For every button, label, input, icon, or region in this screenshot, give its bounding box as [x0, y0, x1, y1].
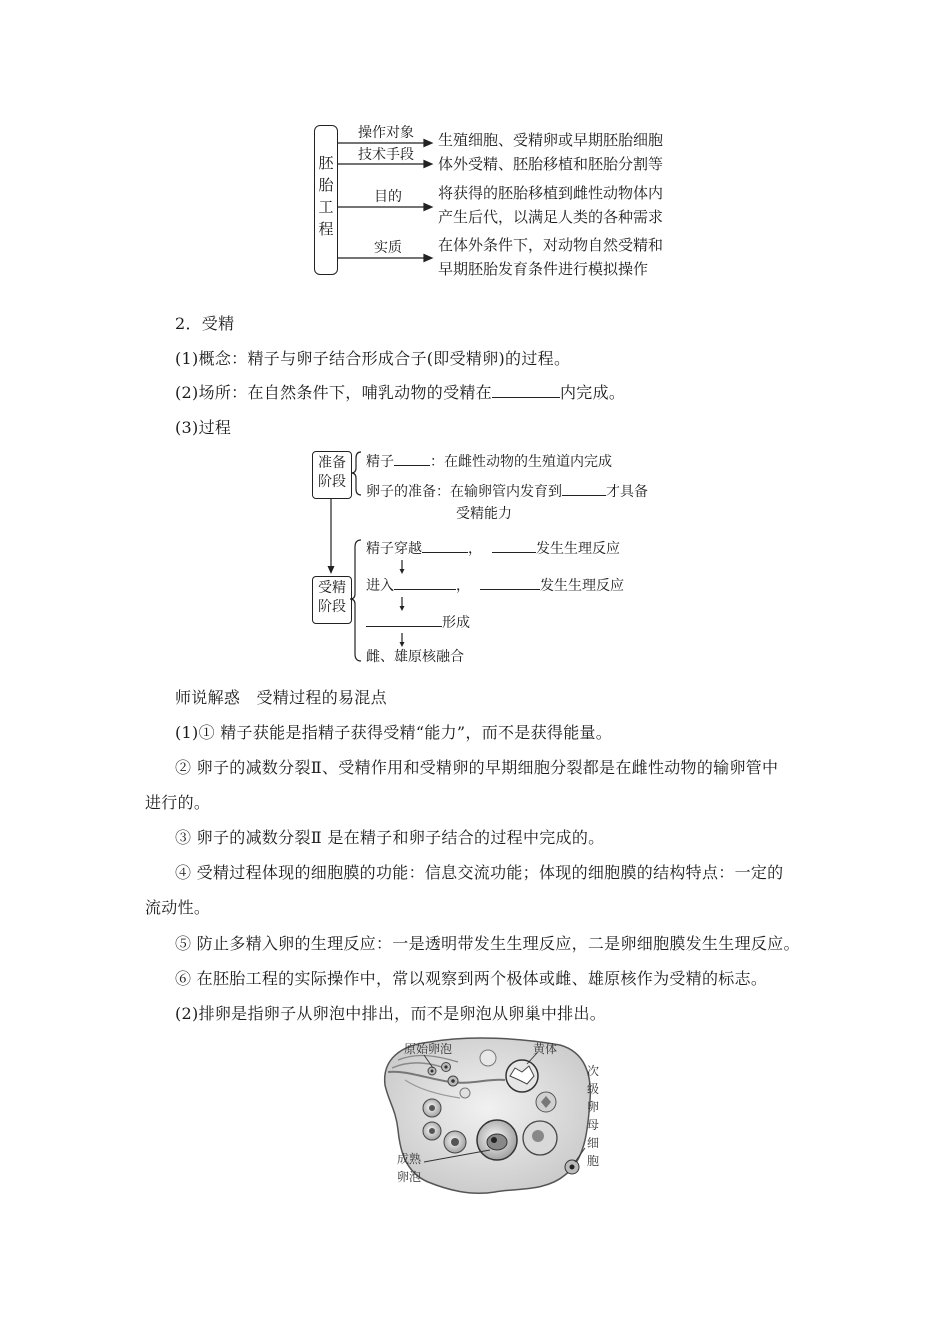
branch-content-essence-2: 早期胚胎发育条件进行模拟操作	[438, 260, 649, 278]
step1-text-b: ，	[468, 541, 482, 557]
stage-prepare-line: 准备	[318, 455, 346, 471]
explain-item: ④ 受精过程体现的细胞膜的功能：信息交流功能；体现的细胞膜的结构特点：一定的	[175, 863, 784, 882]
concept-root-char: 胚	[318, 154, 334, 172]
explain-item: ③ 卵子的减数分裂Ⅱ 是在精子和卵子结合的过程中完成的。	[175, 828, 605, 847]
explain-item: ⑥ 在胚胎工程的实际操作中，常以观察到两个极体或雌、雄原核作为受精的标志。	[175, 969, 768, 988]
place-text-before: (2)场所：在自然条件下，哺乳动物的受精在	[175, 383, 492, 402]
branch-content-object: 生殖细胞、受精卵或早期胚胎细胞	[438, 131, 664, 149]
branch-content-purpose-2: 产生后代，以满足人类的各种需求	[438, 208, 664, 226]
step2-text-a: 进入	[366, 578, 394, 594]
label-mature-follicle-1: 成熟	[397, 1152, 422, 1166]
place-text-after: 内完成。	[559, 383, 626, 402]
branch-content-technique: 体外受精、胚胎移植和胚胎分割等	[438, 155, 664, 173]
stage1-sperm-text: ：在雌性动物的生殖道内完成	[430, 454, 612, 470]
explain-item: 流动性。	[145, 898, 211, 917]
explain-item: ⑤ 防止多精入卵的生理反应：一是透明带发生生理反应，二是卵细胞膜发生生理反应。	[175, 934, 800, 953]
explain-item: (2)排卵是指卵子从卵泡中排出，而不是卵泡从卵巢中排出。	[175, 1004, 607, 1023]
label-corpus-luteum: 黄体	[533, 1042, 558, 1056]
process-label: (3)过程	[175, 418, 232, 437]
concept-root-char: 胎	[318, 176, 334, 194]
branch-content-essence-1: 在体外条件下，对动物自然受精和	[438, 236, 664, 254]
section-heading: 2．受精	[175, 314, 235, 333]
step2-text-c: 发生生理反应	[540, 578, 624, 594]
concept-line: (1)概念：精子与卵子结合形成合子(即受精卵)的过程。	[175, 349, 571, 368]
label-primordial-follicle: 原始卵泡	[404, 1042, 453, 1056]
label-mature-follicle-2: 卵泡	[397, 1170, 422, 1184]
label-secondary-oocyte: 次级卵母细胞	[587, 1064, 600, 1168]
step2-text-b: ，	[456, 578, 470, 594]
stage-fertilize-line: 受精	[318, 580, 346, 596]
branch-label-purpose: 目的	[374, 189, 402, 205]
explain-item: ② 卵子的减数分裂Ⅱ、受精作用和受精卵的早期细胞分裂都是在雌性动物的输卵管中	[175, 758, 779, 777]
explain-title: 师说解惑 受精过程的易混点	[175, 688, 387, 707]
step1-text-a: 精子穿越	[366, 541, 422, 557]
branch-label-essence: 实质	[374, 240, 402, 256]
stage-prepare-line: 阶段	[318, 474, 346, 490]
step3-text: 形成	[442, 615, 470, 631]
stage1-egg-tail: 才具备	[606, 484, 648, 500]
step1-text-c: 发生生理反应	[536, 541, 620, 557]
step-fusion: 雌、雄原核融合	[366, 649, 464, 665]
explain-item: 进行的。	[145, 793, 211, 812]
stage1-sperm-label: 精子	[366, 454, 394, 470]
branch-label-technique: 技术手段	[358, 147, 414, 163]
concept-root-char: 程	[318, 220, 334, 238]
concept-root-char: 工	[318, 198, 334, 216]
stage-fertilize-line: 阶段	[318, 599, 346, 615]
stage1-egg-text: 卵子的准备：在输卵管内发育到	[366, 484, 562, 500]
branch-content-purpose-1: 将获得的胚胎移植到雌性动物体内	[438, 184, 664, 202]
branch-label-object: 操作对象	[358, 125, 414, 141]
stage1-line-ability: 受精能力	[456, 506, 512, 522]
explain-item: (1)① 精子获能是指精子获得受精“能力”，而不是获得能量。	[175, 723, 613, 742]
